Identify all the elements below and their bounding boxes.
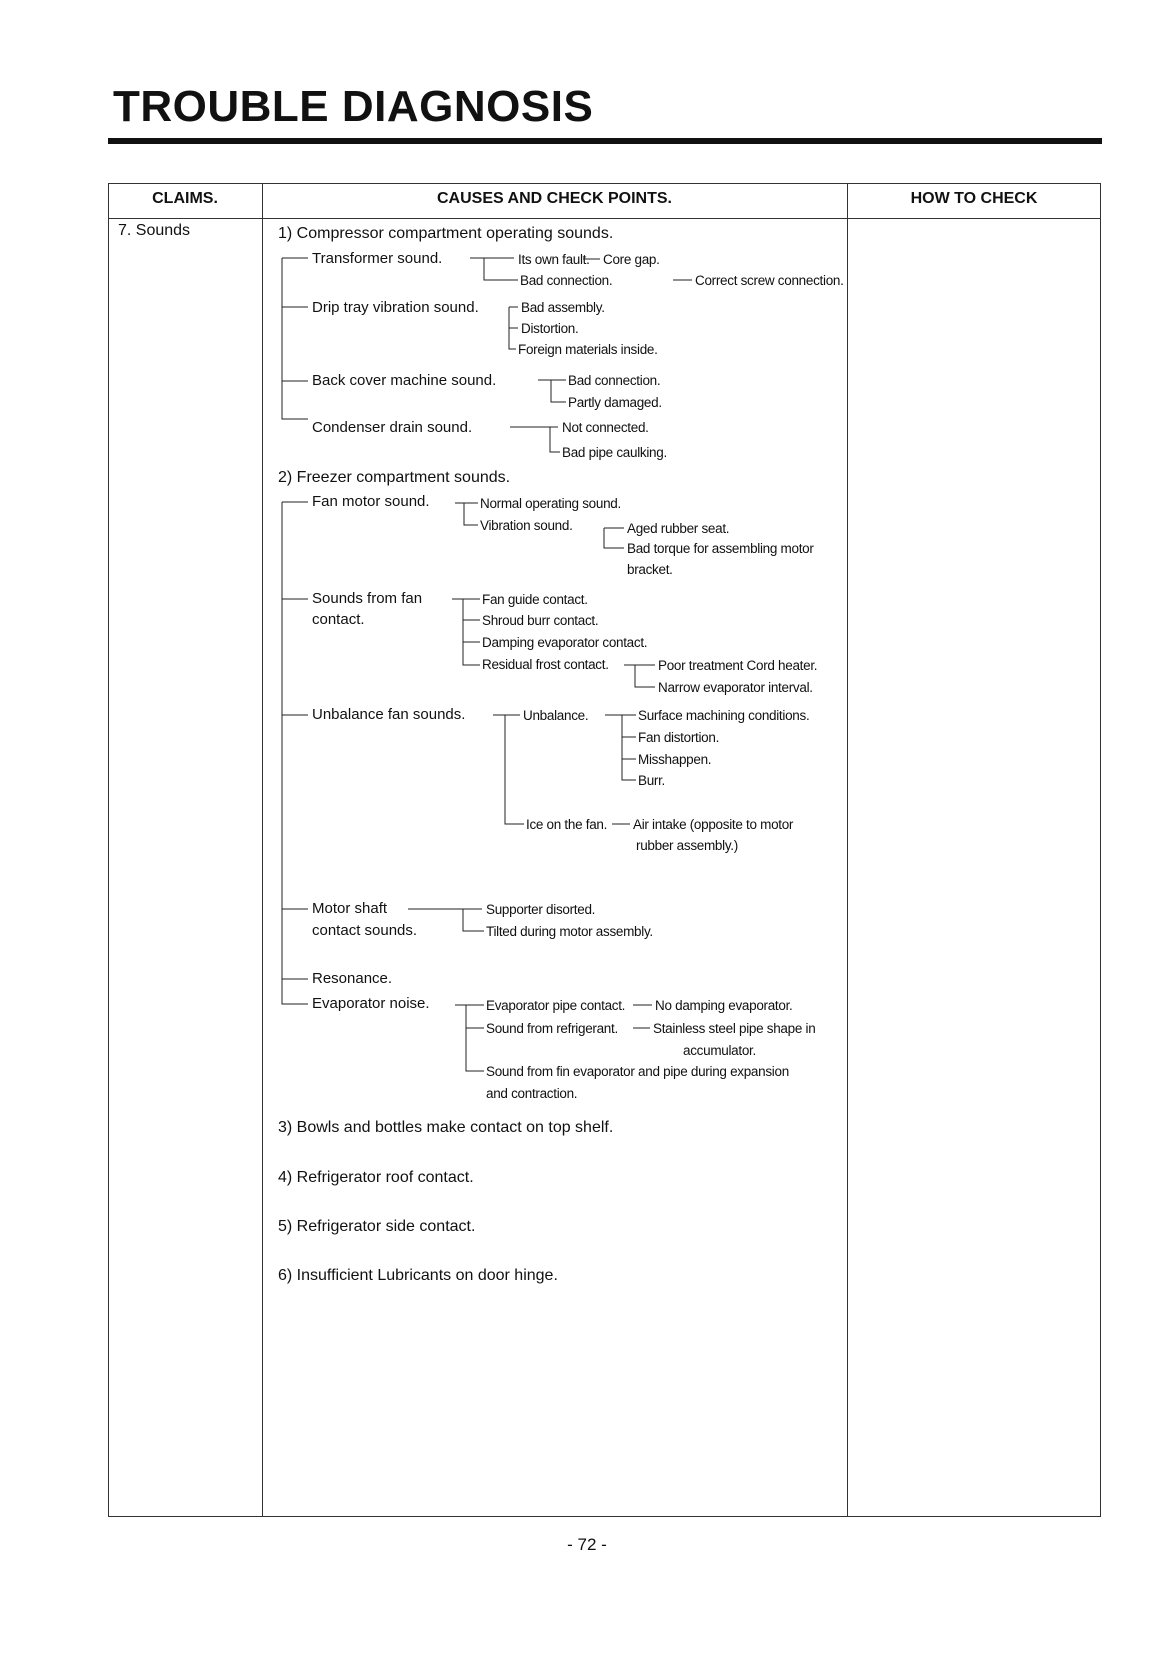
detail-partly-damaged: Partly damaged.: [568, 395, 662, 410]
detail-burr: Burr.: [638, 773, 666, 788]
detail-surface-machining: Surface machining conditions.: [638, 708, 810, 723]
detail-accumulator: accumulator.: [683, 1043, 756, 1058]
detail-sound-from-refrigerant: Sound from refrigerant.: [486, 1021, 618, 1036]
detail-fan-guide-contact: Fan guide contact.: [482, 592, 588, 607]
detail-shroud-burr: Shroud burr contact.: [482, 613, 599, 628]
detail-evaporator-pipe-contact: Evaporator pipe contact.: [486, 998, 626, 1013]
claim-sounds: 7. Sounds: [118, 222, 191, 239]
detail-core-gap: Core gap.: [603, 252, 660, 267]
detail-aged-rubber-seat: Aged rubber seat.: [627, 521, 730, 536]
cause-back-cover-machine: Back cover machine sound.: [312, 372, 497, 389]
detail-narrow-evaporator: Narrow evaporator interval.: [658, 680, 813, 695]
col-header-causes: CAUSES AND CHECK POINTS.: [437, 190, 672, 207]
cause-compressor-compartment: 1) Compressor compartment operating sounds.: [278, 225, 614, 242]
detail-fan-distortion: Fan distortion.: [638, 730, 720, 745]
detail-bad-pipe-caulking: Bad pipe caulking.: [562, 445, 667, 460]
cause-contact-sounds: contact sounds.: [312, 922, 418, 939]
col-header-how-to-check: HOW TO CHECK: [910, 190, 1038, 207]
detail-stainless-steel-pipe: Stainless steel pipe shape in: [653, 1021, 816, 1036]
detail-bad-assembly: Bad assembly.: [521, 300, 605, 315]
detail-rubber-assembly: rubber assembly.): [636, 838, 738, 853]
detail-tilted-during-assembly: Tilted during motor assembly.: [486, 924, 653, 939]
page-number: - 72 -: [567, 1535, 607, 1554]
detail-poor-treatment: Poor treatment Cord heater.: [658, 658, 818, 673]
detail-distortion: Distortion.: [521, 321, 579, 336]
page-title: TROUBLE DIAGNOSIS: [113, 82, 594, 131]
detail-bad-connection-2: Bad connection.: [568, 373, 661, 388]
cause-roof-contact: 4) Refrigerator roof contact.: [278, 1169, 474, 1186]
cause-fan-motor-sound: Fan motor sound.: [312, 493, 430, 510]
detail-its-own-fault: Its own fault.: [518, 252, 590, 267]
detail-unbalance: Unbalance.: [523, 708, 589, 723]
cause-transformer-sound: Transformer sound.: [312, 250, 443, 267]
cause-resonance: Resonance.: [312, 970, 393, 987]
cause-motor-shaft: Motor shaft: [312, 900, 388, 917]
detail-sound-from-fin: Sound from fin evaporator and pipe during expansion: [486, 1064, 789, 1079]
cause-side-contact: 5) Refrigerator side contact.: [278, 1218, 476, 1235]
cause-condenser-drain: Condenser drain sound.: [312, 419, 473, 436]
detail-no-damping-evaporator: No damping evaporator.: [655, 998, 793, 1013]
detail-bad-torque: Bad torque for assembling motor: [627, 541, 814, 556]
cause-sounds-from-fan: Sounds from fan: [312, 590, 423, 607]
cause-evaporator-noise: Evaporator noise.: [312, 995, 430, 1012]
cause-bowls-and-bottles: 3) Bowls and bottles make contact on top shelf.: [278, 1119, 614, 1136]
detail-vibration-sound: Vibration sound.: [480, 518, 573, 533]
detail-residual-frost: Residual frost contact.: [482, 657, 609, 672]
cause-insufficient-lubricants: 6) Insufficient Lubricants on door hinge.: [278, 1267, 558, 1284]
detail-correct-screw-connection: Correct screw connection.: [695, 273, 844, 288]
cause-unbalance-fan: Unbalance fan sounds.: [312, 706, 466, 723]
col-header-claims: CLAIMS.: [152, 190, 218, 207]
detail-supporter-disorted: Supporter disorted.: [486, 902, 596, 917]
detail-air-intake: Air intake (opposite to motor: [633, 817, 794, 832]
detail-bracket: bracket.: [627, 562, 673, 577]
cause-fan-contact: contact.: [312, 611, 365, 628]
detail-normal-operating: Normal operating sound.: [480, 496, 621, 511]
cause-freezer-compartment: 2) Freezer compartment sounds.: [278, 469, 511, 486]
cause-drip-tray-vibration: Drip tray vibration sound.: [312, 299, 479, 316]
detail-and-contraction: and contraction.: [486, 1086, 578, 1101]
detail-misshappen: Misshappen.: [638, 752, 712, 767]
detail-bad-connection: Bad connection.: [520, 273, 613, 288]
detail-ice-on-fan: Ice on the fan.: [526, 817, 608, 832]
detail-not-connected: Not connected.: [562, 420, 649, 435]
detail-foreign-materials: Foreign materials inside.: [518, 342, 658, 357]
detail-damping-evaporator: Damping evaporator contact.: [482, 635, 648, 650]
